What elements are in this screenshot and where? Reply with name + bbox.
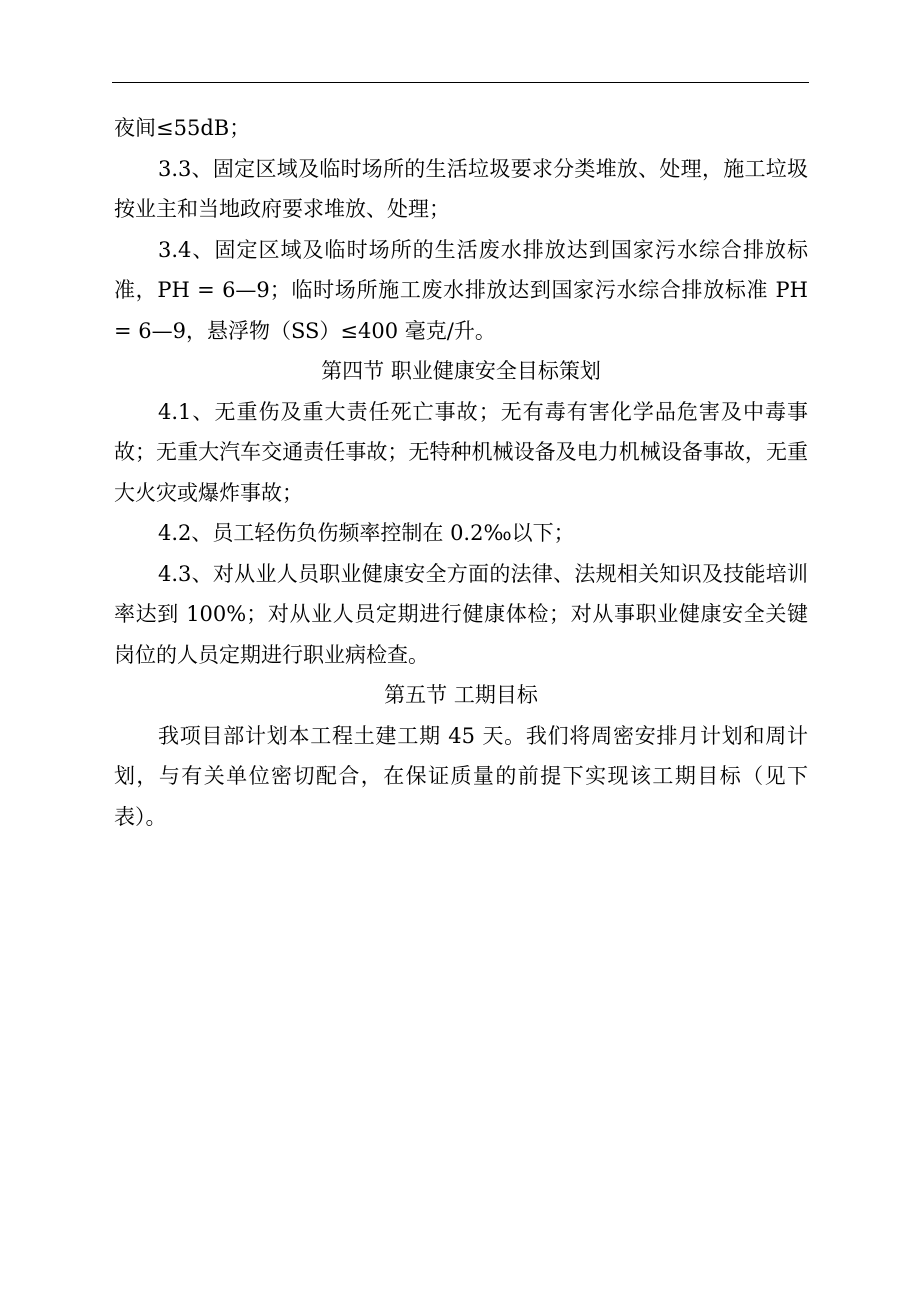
- document-body: [114, 108, 808, 837]
- header-rule: [112, 82, 809, 83]
- paragraph-4-1: 4.1、无重伤及重大责任死亡事故；无有毒有害化学品危害及中毒事故；无重大汽车交通责任事故；无特种机械设备及电力机械设备事故，无重大火灾或爆炸事故；: [114, 399, 808, 505]
- paragraph-schedule: 我项目部计划本工程土建工期 45 天。我们将周密安排月计划和周计划，与有关单位密切配合，在保证质量的前提下实现该工期目标（见下表）。: [114, 723, 808, 829]
- section-heading-5: 第五节 工期目标: [384, 683, 538, 707]
- paragraph-continuation: 夜间≤55dB；: [114, 116, 251, 140]
- paragraph-3-3: 3.3、固定区域及临时场所的生活垃圾要求分类堆放、处理，施工垃圾按业主和当地政府要求堆放、处理；: [114, 156, 808, 221]
- section-heading-4: 第四节 职业健康安全目标策划: [321, 359, 601, 383]
- paragraph-3-4: 3.4、固定区域及临时场所的生活废水排放达到国家污水综合排放标准，PH = 6—9；临时场所施工废水排放达到国家污水综合排放标准 PH = 6—9，悬浮物（SS）≤400 毫克/升。: [114, 237, 808, 343]
- paragraph-4-3: 4.3、对从业人员职业健康安全方面的法律、法规相关知识及技能培训率达到 100%；对从业人员定期进行健康体检；对从事职业健康安全关键岗位的人员定期进行职业病检查。: [114, 561, 808, 667]
- paragraph-4-2: 4.2、员工轻伤负伤频率控制在 0.2‰以下；: [158, 521, 575, 545]
